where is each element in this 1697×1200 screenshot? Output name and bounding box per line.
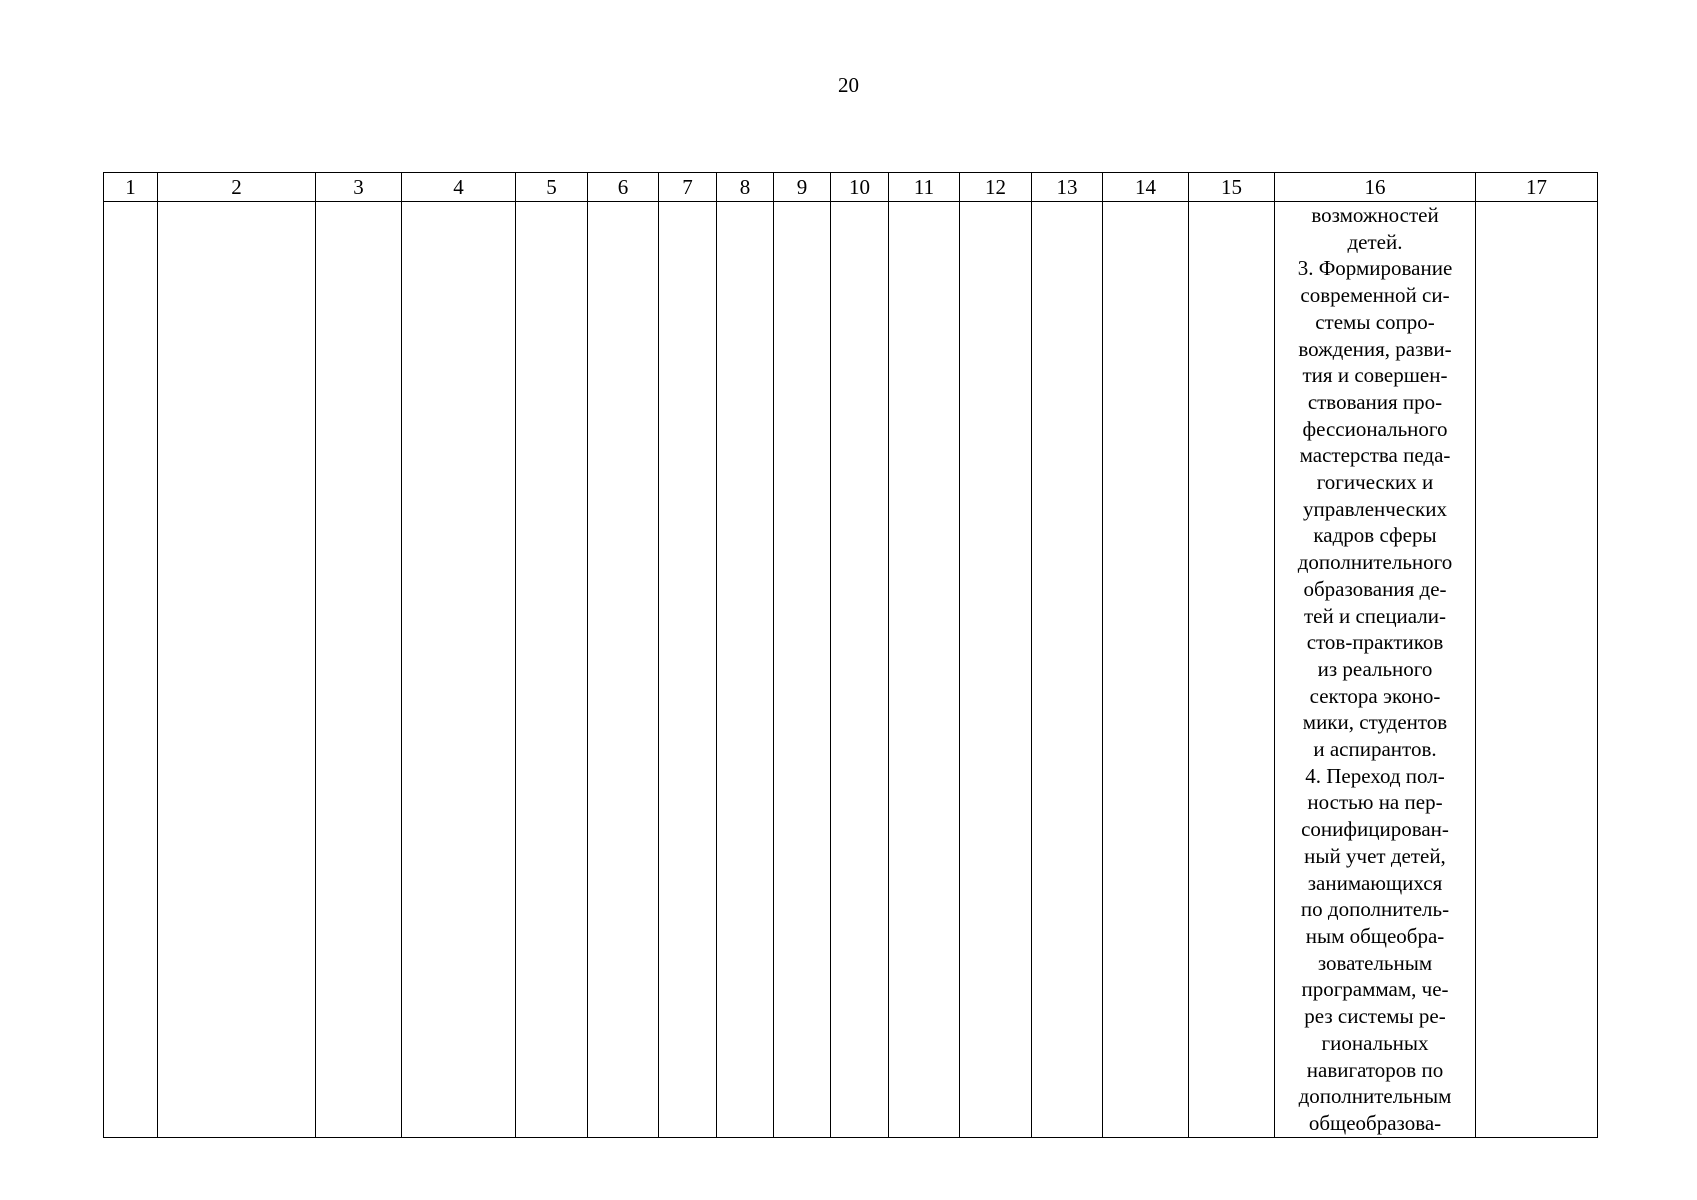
column-header-14: 14 [1103,173,1189,202]
table-cell-col1 [104,202,158,1138]
table-row [104,202,1598,1138]
text-line: занимающихся [1307,870,1443,895]
text-line: ным общеобра- [1305,923,1445,948]
text-line: гогических и [1316,470,1434,495]
text-line: рез системы ре- [1304,1004,1446,1029]
text-line: мики, студентов [1302,710,1448,735]
table-cell-col6 [588,202,659,1138]
text-line: из реального [1317,656,1433,681]
column-header-12: 12 [960,173,1032,202]
text-line: управленческих [1303,496,1447,521]
text-line: навигаторов по [1306,1057,1444,1082]
table-cell-col10 [831,202,889,1138]
text-line: кадров сферы [1313,523,1437,548]
table-cell-col3 [316,202,402,1138]
text-line: сектора эконо- [1309,683,1441,708]
column-header-4: 4 [402,173,516,202]
table-cell-col12 [960,202,1032,1138]
column-header-5: 5 [516,173,588,202]
table-cell-col2 [158,202,316,1138]
text-line: по дополнитель- [1300,897,1450,922]
text-line: тия и совершен- [1302,363,1448,388]
table-cell-col11 [889,202,960,1138]
text-line: общеобразова- [1308,1110,1442,1135]
text-line: мастерства педа- [1299,443,1451,468]
text-line: дополнительного [1297,550,1453,575]
text-line: образования де- [1303,576,1447,601]
table-cell-col17 [1476,202,1598,1138]
table-cell-col9 [774,202,831,1138]
table-cell-col14 [1103,202,1189,1138]
text-line: современной си- [1300,283,1450,308]
column-header-1: 1 [104,173,158,202]
table-cell-col4 [402,202,516,1138]
text-line: вождения, разви- [1298,336,1452,361]
text-line: и аспирантов. [1313,737,1437,762]
table-cell-col13 [1032,202,1103,1138]
table-cell-col7 [659,202,717,1138]
column-header-11: 11 [889,173,960,202]
page-number: 20 [838,73,859,97]
table-cell-col16 [1275,202,1476,1138]
text-line: 4. Переход пол- [1305,763,1445,788]
column-header-16: 16 [1275,173,1476,202]
text-line: 3. Формирование [1297,256,1453,281]
column-header-15: 15 [1189,173,1275,202]
text-line: ностью на пер- [1307,790,1443,815]
text-line: тей и специали- [1303,603,1447,628]
column-header-13: 13 [1032,173,1103,202]
text-line: зовательным [1317,950,1433,975]
data-table [103,172,1598,1138]
column-header-10: 10 [831,173,889,202]
table-cell-col5 [516,202,588,1138]
text-line: ствования про- [1307,389,1443,414]
text-line: ный учет детей, [1304,843,1446,868]
table-cell-col15 [1189,202,1275,1138]
column-header-8: 8 [717,173,774,202]
table-cell-col8 [717,202,774,1138]
column-header-7: 7 [659,173,717,202]
text-line: возможностей [1311,203,1439,227]
text-line: детей. [1347,229,1403,254]
text-line: фессионального [1302,416,1448,441]
text-line: стемы сопро- [1315,309,1435,334]
text-line: стов-практиков [1306,630,1444,655]
text-line: дополнительным [1298,1084,1452,1109]
column-header-6: 6 [588,173,659,202]
header-row [104,173,1598,202]
column-header-2: 2 [158,173,316,202]
text-line: гиональных [1321,1030,1429,1055]
text-line: сонифицирован- [1301,817,1449,842]
text-line: программам, че- [1301,977,1449,1002]
column16-text [1275,202,1475,1137]
column-header-9: 9 [774,173,831,202]
column-header-17: 17 [1476,173,1598,202]
column-header-3: 3 [316,173,402,202]
